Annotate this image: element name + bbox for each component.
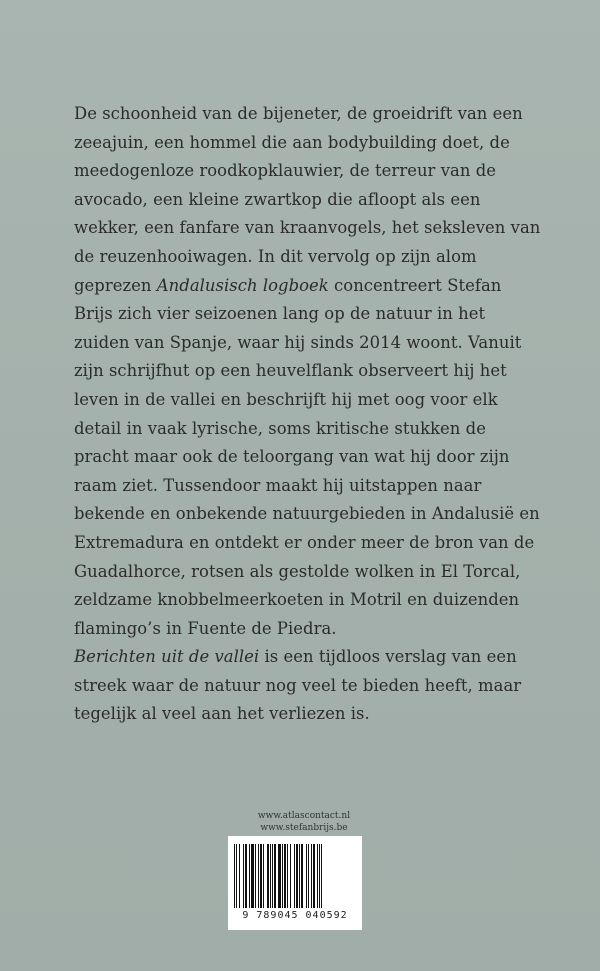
barcode-bar [267,844,269,908]
blurb-text-part-1: De schoonheid van de bijeneter, de groeidrift van een zeeajuin, een hommel die aan bodybuilding doet, de meedogenloze roodkopklauwier, de terreur van de avocado, een kleine zwartkop die afloopt als een wekker, een fanfare van kraanvogels, het seksleven van de reuzenhooiwagen. In dit vervolg op zijn alom geprezen [74,104,541,295]
blurb-paragraph-2 [74,643,544,729]
barcode-bar [296,844,298,908]
barcode-bar [313,844,315,908]
barcode-bar [321,844,322,908]
barcode-bar [239,844,240,908]
blurb-text-part-3: is een tijdloos verslag van een streek waar de natuur nog veel te bieden heeft, maar tegelijk al veel aan het verliezen is. [74,647,522,724]
barcode-bar [263,844,264,908]
barcode-bar [278,844,281,908]
barcode-bar [282,844,283,908]
publisher-url[interactable]: www.atlascontact.nl [257,811,351,821]
book-title: Berichten uit de vallei [74,647,260,667]
barcode-bar [287,844,288,908]
barcode-bar [274,844,276,908]
barcode-bar [290,844,291,908]
barcode-bar [251,844,254,908]
barcode-bar [260,844,262,908]
blurb-text-part-2: concentreert Stefan Brijs zich vier seizoenen lang op de natuur in het zuiden van Spanje, waar hij sinds 2014 woont. Vanuit zijn schrijfhut op een heuvelflank observeert hij het leven in de vallei en beschrijft hij met oog voor elk detail in vaak lyrische, soms kritische stukken de pracht maar ook de teloorgang van wat hij door zijn raam ziet. Tussendoor maakt hij uitstappen naar bekende en onbekende natuurgebieden in Andalusië en Extremadura en ontdekt er onder meer de bron van de Guadalhorce, rotsen als gestolde wolken in El Torcal, zeldzame knobbelmeerkoeten in Motril en duizenden flamingo’s in Fuente de Piedra. [74,275,540,638]
barcode-bar [284,844,286,908]
barcode-bar [319,844,320,908]
barcode-bar [236,844,237,908]
barcode-bars [232,844,358,908]
barcode-bar [272,844,273,908]
barcode-bar [317,844,318,908]
barcode-bar [308,844,309,908]
author-url[interactable]: www.stefanbrijs.be [260,823,348,833]
barcode-bar [245,844,247,908]
book-title-reference: Andalusisch logboek [156,275,329,295]
blurb-paragraph-1 [74,100,544,643]
barcode-bar [249,844,250,908]
barcode-bar [243,844,244,908]
barcode-bar [301,844,303,908]
isbn-number: 9 789045 040592 [242,910,348,921]
barcode-bar [299,844,300,908]
barcode [228,836,362,930]
barcode-bar [270,844,271,908]
barcode-bar [306,844,307,908]
barcode-bar [311,844,312,908]
blurb-text [74,100,544,729]
barcode-bar [234,844,235,908]
barcode-bar [294,844,295,908]
barcode-bar [255,844,256,908]
website-urls [244,810,364,834]
barcode-bar [258,844,259,908]
